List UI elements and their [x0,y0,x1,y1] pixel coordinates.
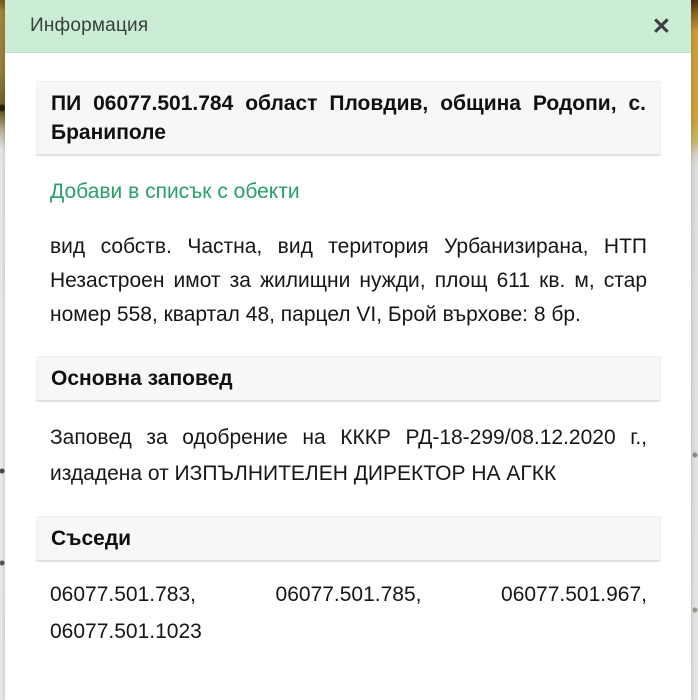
parcel-heading: ПИ 06077.501.784 област Пловдив, община Родопи, с. Браниполе [51,92,646,144]
map-background-strip-right [691,0,698,700]
add-to-list-link[interactable]: Добави в списък с обекти [50,180,300,203]
close-button[interactable] [651,12,671,39]
parcel-heading-box [36,81,661,156]
neighbors-heading-box [36,516,661,562]
neighbors-list: 06077.501.783, 06077.501.785, 06077.501.967, 06077.501.1023 [50,583,647,643]
dialog-title: Информация [30,15,149,36]
main-order-heading-box [36,356,661,402]
dialog-header [5,0,691,53]
info-dialog [5,0,691,700]
parcel-details-text: вид собств. Частна, вид територия Урбанизирана, НТП Незастроен имот за жилищни нужди, площ 611 кв. м, стар номер 558, квартал 48, парцел VI, Брой върхове: 8 бр. [50,235,647,326]
main-order-text: Заповед за одобрение на КККР РД-18-299/08.12.2020 г., издадена от ИЗПЪЛНИТЕЛЕН ДИРЕКТОР НА АГКК [50,426,647,485]
close-icon: ✕ [651,12,671,39]
neighbors-heading: Съседи [51,527,132,550]
dialog-body [5,53,691,650]
main-order-heading: Основна заповед [51,367,233,390]
